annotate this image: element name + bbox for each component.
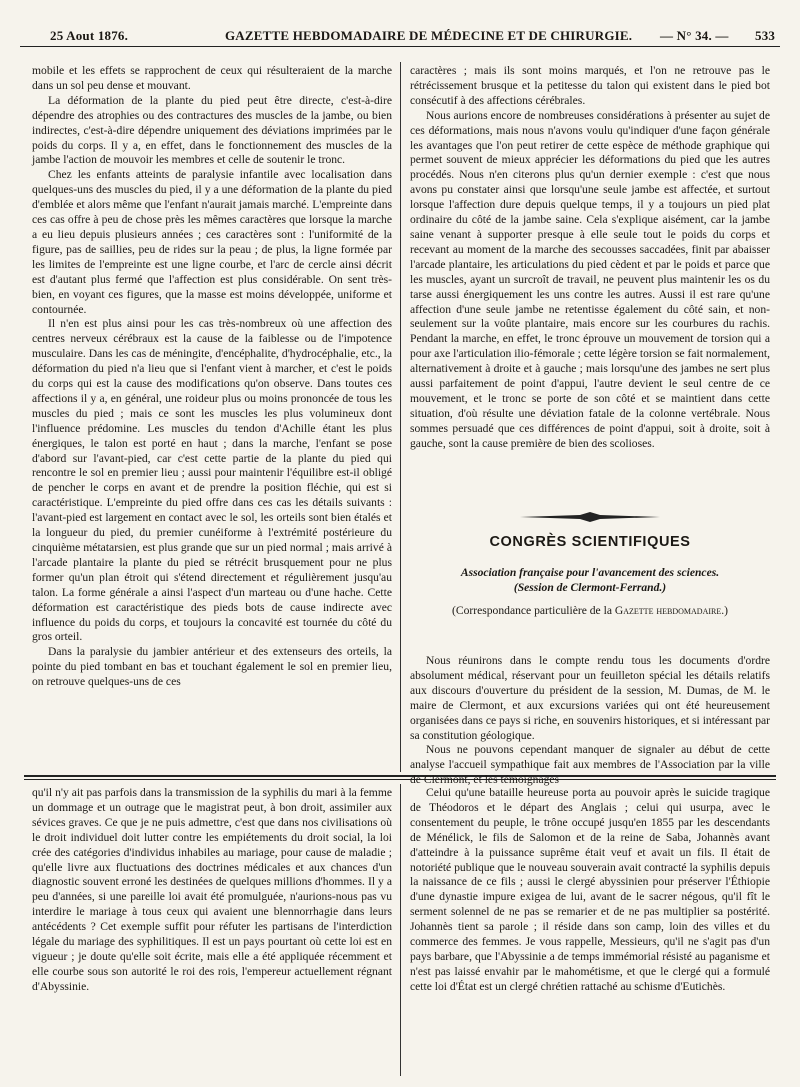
article-column-right — [410, 64, 770, 502]
column-divider-top — [400, 62, 401, 772]
issue-number: — N° 34. — — [660, 28, 729, 43]
paragraph: mobile et les effets se rapprochent de ceux qui résulteraient de la marche dans un sol peu dense et mouvant. — [32, 64, 392, 92]
section-title: CONGRÈS SCIENTIFIQUES — [489, 534, 691, 550]
paragraph: Chez les enfants atteints de paralysie infantile avec localisation dans quelques-uns des muscles du pied, il y a une déformation de la plante du pied d'emblée et alors même que l'enfant n'aurait jamais marché. L'empreinte dans ces cas offre à peu de chose près les mêmes caractères que lorsque la marche a eu lieu depuis plusieurs années ; ces caractères sont : l'uniformité de la figure, pas de saillies, peu de rides sur la peau ; de plus, la ligne formée par les limites de l'empreinte est une ligne courbe, et l'arc de cercle ainsi décrit est d'autant plus fermé que l'affection est plus considérable. On sent très-bien, en voyant ces figures, que la masse est moins développée, uniforme et contournée. — [32, 168, 392, 316]
session-name: (Session de Clermont-Ferrand.) — [513, 580, 667, 594]
paragraph: Il n'en est plus ainsi pour les cas très-nombreux où une affection des centres nerveux cérébraux est la cause de la faiblesse ou de l'impotence musculaire. Dans les cas de méningite, d'encéphalite, d'hydrocéphalie, etc., la déformation du pied n'a lieu que si l'enfant vient à marcher, et c'est le poids du corps qui est la cause des modifications qu'on observe. Dans toutes ces affections il y a, en général, une roideur plus ou moins prononcée de tous les muscles du pied ; mais ce sont les muscles les plus volumineux dont l'influence prédomine. Les muscles du tendon d'Achille étant les plus énergiques, le talon est porté en haut ; dans la marche, l'enfant se pose d'abord sur l'avant-pied, car c'est cette partie de la plante du pied qui rencontre le sol en premier lieu ; aussi pour maintenir l'équilibre est-il obligé de pencher le corps en avant et de prendre la position fléchie, qui est si caractéristique. L'empreinte du pied offre dans ces cas les détails suivants : l'avant-pied est largement en contact avec le sol, les orteils sont bien étalés et la longueur du pied, du premier cunéiforme à l'extrémité postérieure du cinquième métatarsien, est plus grande que sur un pied normal ; mais arrivé à l'arcade plantaire la plante du pied se rétrécit brusquement pour ne plus former qu'un plan étroit qui s'étend directement et régulièrement jusqu'au talon. La forme générale a ainsi l'aspect d'un marteau ou d'une hache. Cette déformation est caractéristique des pieds bots de cause indirecte avec influence du poids du corps, et toujours la concavité est tournée du côté du gros orteil. — [32, 317, 392, 644]
paragraph: Nous ne pouvons cependant manquer de signaler au début de cette analyse l'accueil sympathique fait aux membres de l'Association par la ville de Clermont, et les témoignages — [410, 743, 770, 787]
paragraph: Dans la paralysie du jambier antérieur et des extenseurs des orteils, la pointe du pied tombant en bas et touchant également le sol en premier lieu, on retrouve quelques-uns de ces — [32, 645, 392, 689]
correspondence-note — [410, 604, 770, 617]
association-heading — [410, 566, 770, 595]
page-header — [20, 26, 780, 47]
paragraph: La déformation de la plante du pied peut être directe, c'est-à-dire dépendre des atrophies ou des contractures des muscles de la jambe, ou bien indirectes, c'est-à-dire dépendre uniquement des déviations imprimées par le poids du corps. Il y a, en effet, dans le fonctionnement des muscles de la jambe l'action de mouvoir les membres et celle de soutenir le tronc. — [32, 93, 392, 167]
paragraph: qu'il n'y ait pas parfois dans la transmission de la syphilis du mari à la femme un dommage et un outrage que le magistrat peut, à bon droit, assimiler aux sévices graves. Ce que je ne puis admettre, c'est que dans nos civilisations où le droit individuel doit lutter contre les empiétements du droit social, la loi crée des catégories d'individus inhabiles au mariage, pour cause de maladie ; qu'elle livre aux fluctuations des doctrines médicales et aux chances d'un diagnostic souvent erroné les destinées de quelques millions d'hommes. Il y a peu d'années, si une pareille loi avait été promulguée, n'aurions-nous pas vu interdire le mariage à tous ceux qui avaient une blennorrhagie dans leurs antécédents ? Cet exemple suffit pour réfuter les partisans de l'interdiction légale du mariage des syphilitiques. Il est un pays pourtant où cette loi est en vigueur ; je doute qu'elle soit écrite, mais elle a été appliquée récemment et elle courbe sous son autorité le roi des rois, l'empereur actuellement régnant d'Abyssinie. — [32, 786, 392, 993]
column-divider-bottom — [400, 784, 401, 1076]
page-number: 533 — [755, 28, 776, 43]
correspondence-prefix: (Correspondance particulière de la — [451, 604, 612, 617]
section-ornament — [520, 512, 660, 522]
feuilleton-column-right — [410, 786, 770, 1076]
association-name: Association française pour l'avancement des sciences. — [460, 566, 720, 579]
feuilleton-column-left — [32, 786, 392, 1076]
correspondence-journal: Gazette hebdomadaire.) — [614, 604, 729, 617]
paragraph: Celui qu'une bataille heureuse porta au pouvoir après le suicide tragique de Théodoros et le départ des Anglais ; celui qui usurpa, avec le consentement du peuple, le trône occupé jusqu'en 1855 par les descendants de Ménélick, le fils de Salomon et de la reine de Saba, Johannès avant d'atteindre à la puissance suprême était veuf et avait un fils. Il était de notoriété publique que le nouveau souverain avait contracté la syphilis depuis la naissance de ce fils ; aussi le clergé abyssinien pour préserver l'Éthiopie d'une dynastie impure exigea de lui, avant de le sacrer négous, qu'il fît le serment solennel de ne pas se remarier et de ne pas multiplier sa postérité. Johannès tient sa parole ; il réside dans son camp, loin des villes et du commerce des femmes. Je vous rappelle, Messieurs, qu'il ne s'agit pas d'un pays barbare, que l'Abyssinie a de temps immémorial résisté au paganisme et n'est pas laissé envahir par le mahométisme, et que le clergé qui a formulé cette loi d'État est un clergé chrétien rattaché au schisme d'Eutichès. — [410, 786, 770, 993]
paragraph: Nous aurions encore de nombreuses considérations à présenter au sujet de ces déformations, mais nous n'avons voulu qu'indiquer d'une façon générale les avantages que l'on peut retirer de cette espèce de méthode graphique qui permet souvent de mieux apprécier les déformations du pied que les autres procédés. Nous n'en citerons plus qu'un dernier exemple : c'est que nous avons pu constater ainsi que lorsqu'une seule jambe est affectée, et surtout lorsque l'affection dure depuis quelque temps, il y a toujours un pied plat ordinaire du côté de la jambe saine. Cela s'explique aisément, car la jambe saine venant à supporter presque à elle seule tout le poids du corps et recevant au moment de la marche des secousses saccadées, finit par abaisser l'arcade plantaire, les articulations du pied cèdent et par le poids et parce que les muscles, ayant un surcroît de travail, ne peuvent plus maintenir les os du tarse aussi énergiquement les uns contre les autres. Aussi il est rare qu'une affection d'une seule jambe ne retentisse également du côté sain, et non-seulement sur la voûte plantaire, mais encore sur les courbures du rachis. Pendant la marche, en effet, le tronc éprouve un mouvement de torsion qui a pour axe l'articulation ilio-fémorale ; cette légère torsion se fait normalement, alternativement à droite et à gauche ; mais lorsqu'une des jambes ne sert plus aussi parfaitement de point d'appui, l'autre devient le seul centre de ce mouvement, et le tronc se porte de son côté et se maintient dans cette situation, d'où résulte une déviation fatale de la colonne vertébrale. Nous sommes persuadé que ces différences de point d'appui, soit à droite, soit à gauche, sont la cause première de bien des scolioses. — [410, 108, 770, 450]
journal-title: GAZETTE HEBDOMADAIRE DE MÉDECINE ET DE CHIRURGIE. — [225, 28, 633, 43]
paragraph: caractères ; mais ils sont moins marqués, et l'on ne retrouve pas le rétrécissement brusque et la petitesse du talon qui existent dans le pied bot consécutif à des affections cérébrales. — [410, 64, 770, 107]
paragraph: Nous réunirons dans le compte rendu tous les documents d'ordre absolument médical, réservant pour un feuilleton spécial les détails relatifs aux discours d'ouverture du président de la session, M. Dumas, de M. le maire de Clermont, et aux excursions variées qui ont été heureusement organisées dans ce pays si riche, en souvenirs historiques, et si intéressant par sa constitution géologique. — [410, 654, 770, 742]
issue-date: 25 Aout 1876. — [50, 28, 129, 43]
article-column-left — [32, 64, 392, 770]
congress-report — [410, 654, 770, 787]
